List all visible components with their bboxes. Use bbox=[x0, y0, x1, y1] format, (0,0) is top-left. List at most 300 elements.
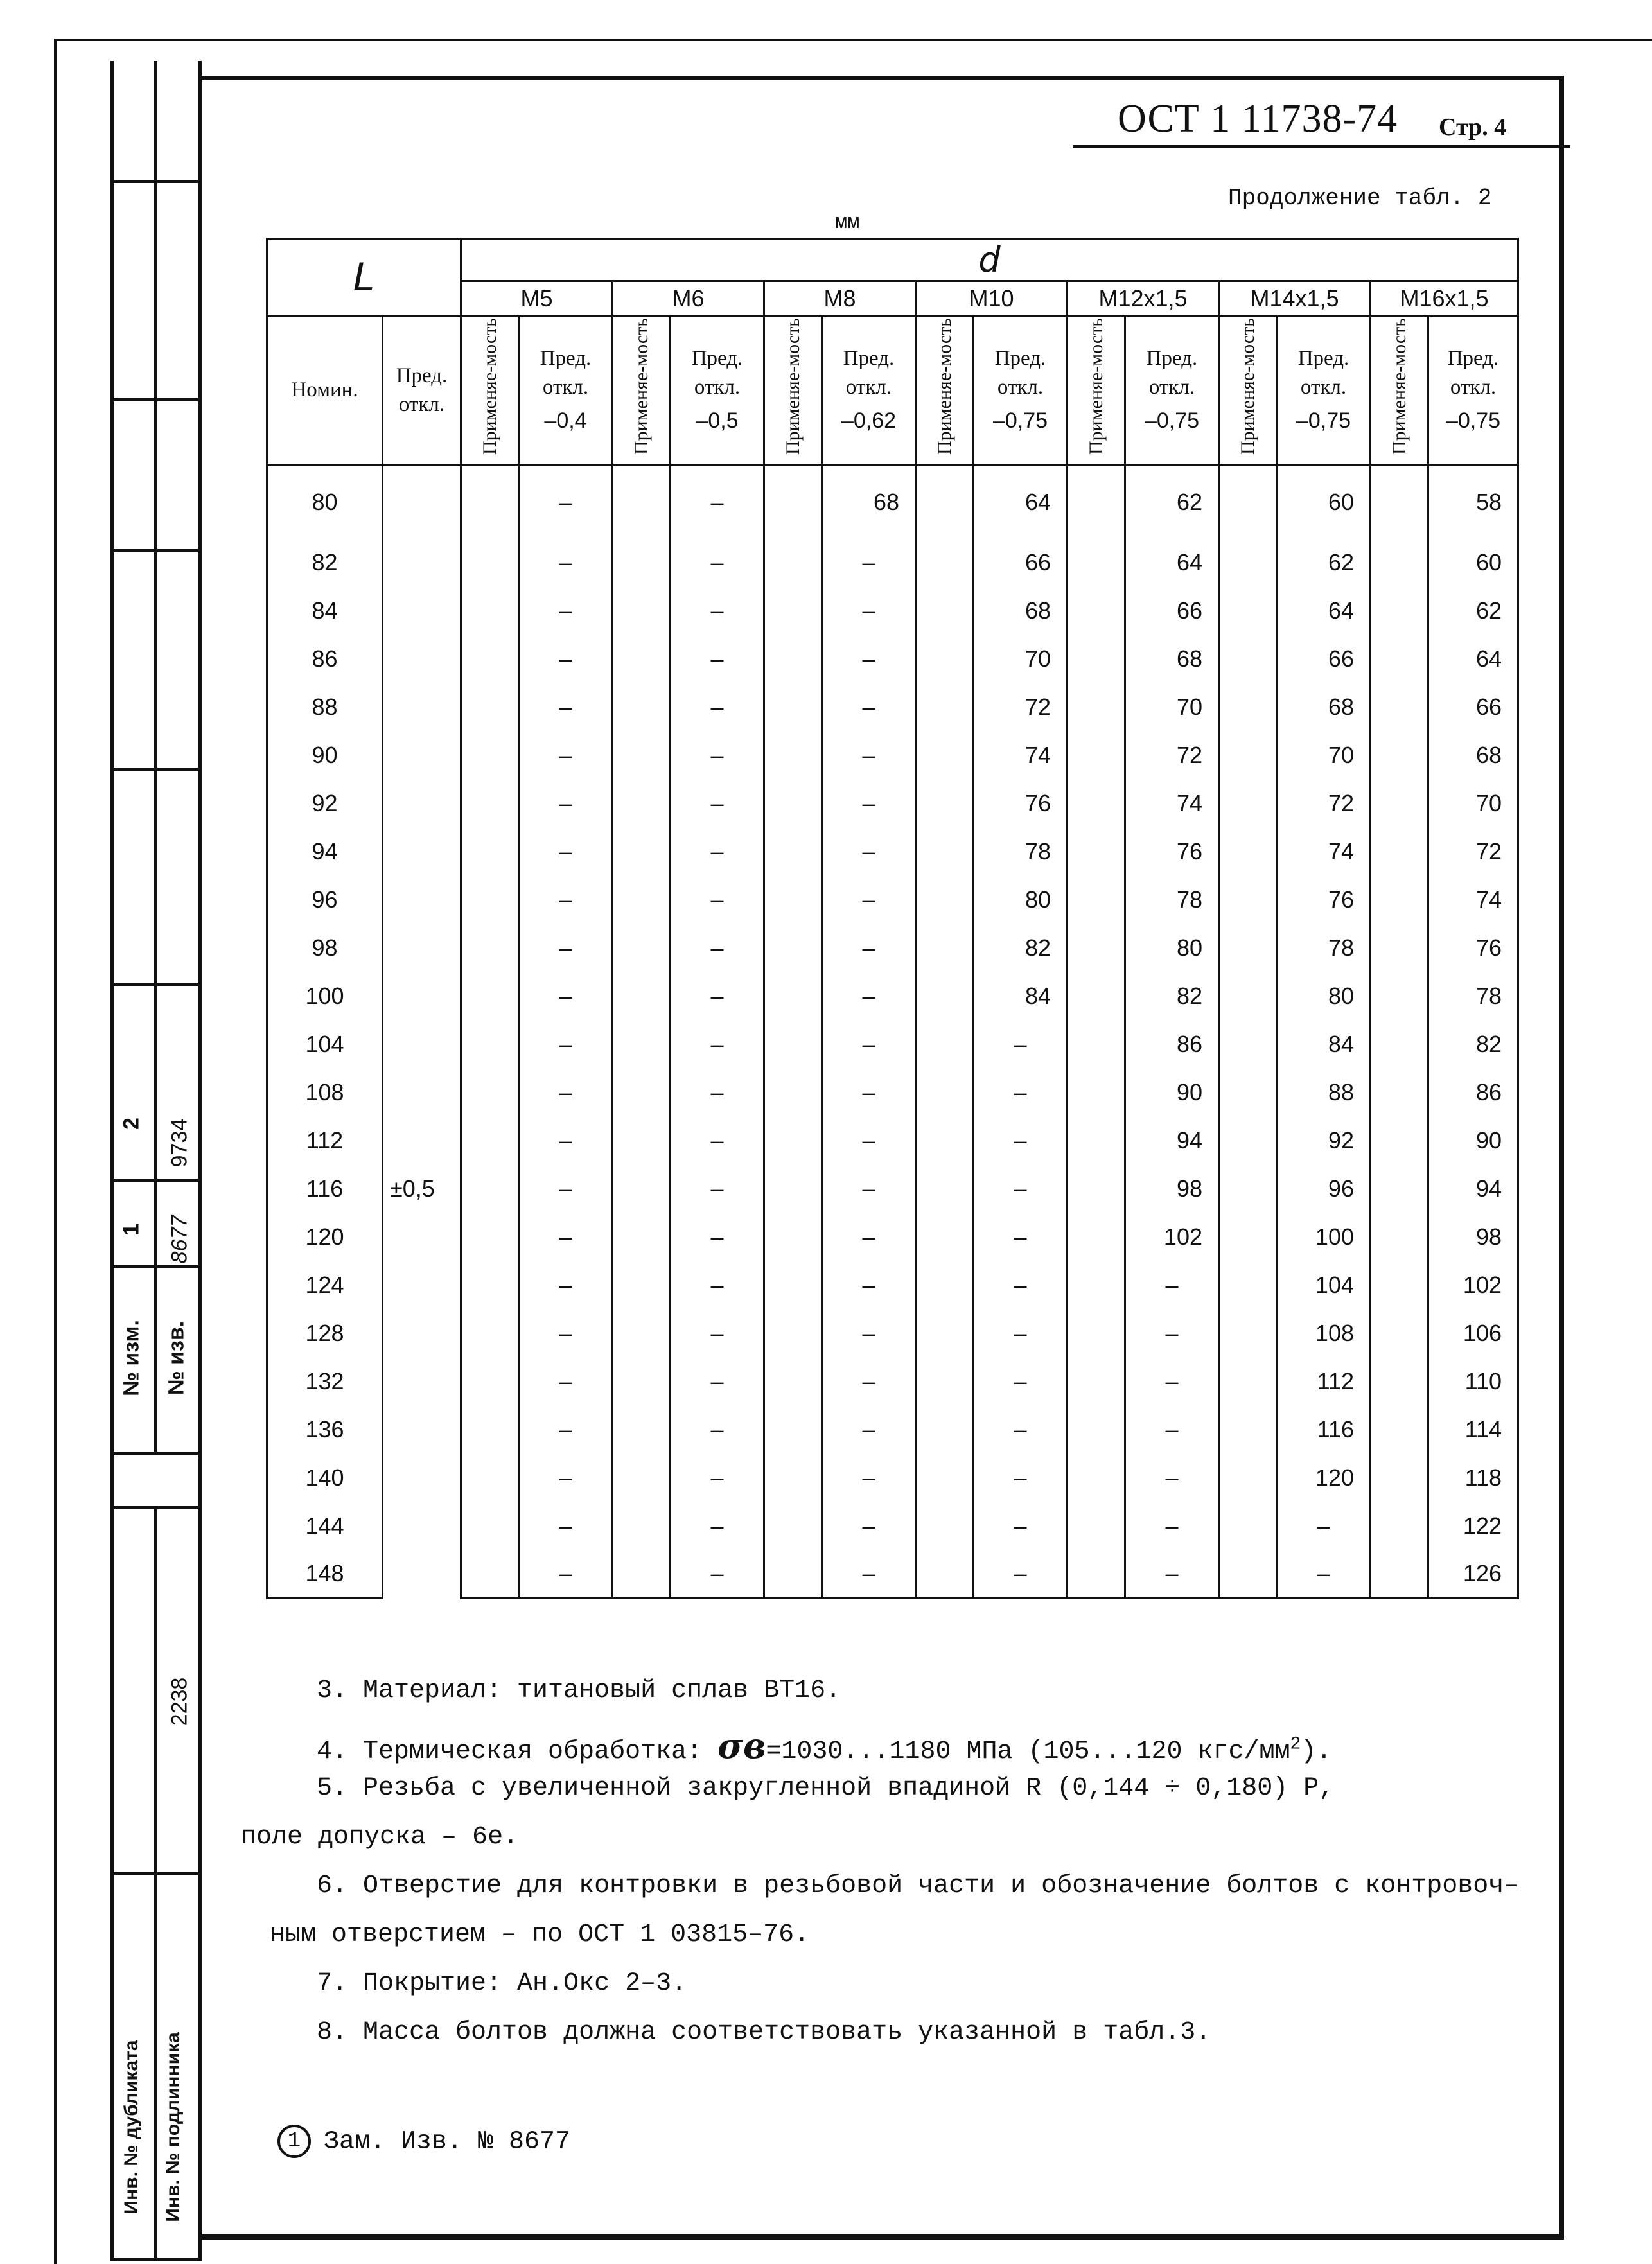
cell-value: 58 bbox=[1428, 465, 1518, 539]
units-label: мм bbox=[835, 211, 860, 234]
cell-value: – bbox=[519, 587, 613, 635]
header-size-0: M5 bbox=[461, 281, 613, 316]
cell-value: 66 bbox=[974, 539, 1068, 587]
cell-value: – bbox=[1277, 1502, 1371, 1550]
cell-value: – bbox=[519, 1021, 613, 1069]
cell-applicability bbox=[764, 1454, 822, 1502]
cell-applicability bbox=[1371, 876, 1428, 924]
cell-value: – bbox=[519, 1550, 613, 1599]
cell-applicability bbox=[764, 683, 822, 732]
applicability-label: Применяе-мость bbox=[630, 317, 652, 455]
cell-value: – bbox=[1125, 1550, 1219, 1599]
cell-nominal: 88 bbox=[267, 683, 383, 732]
cell-value: – bbox=[671, 876, 764, 924]
header-L: L bbox=[267, 239, 461, 316]
page-number: Стр. 4 bbox=[1439, 114, 1507, 141]
cell-value: 112 bbox=[1277, 1358, 1371, 1406]
cell-applicability bbox=[1371, 1502, 1428, 1550]
cell-applicability bbox=[1068, 924, 1125, 972]
cell-applicability bbox=[1219, 828, 1277, 876]
tol-value: –0,75 bbox=[1445, 408, 1501, 434]
cell-applicability bbox=[1371, 1454, 1428, 1502]
cell-applicability bbox=[916, 1021, 974, 1069]
cell-applicability bbox=[1068, 1069, 1125, 1117]
cell-value: – bbox=[671, 465, 764, 539]
cell-applicability bbox=[1068, 587, 1125, 635]
cell-applicability bbox=[764, 1550, 822, 1599]
cell-applicability bbox=[461, 1358, 519, 1406]
cell-nominal: 104 bbox=[267, 1021, 383, 1069]
applicability-label: Применяе-мость bbox=[782, 317, 804, 455]
cell-value: – bbox=[974, 1117, 1068, 1165]
cell-value: 76 bbox=[974, 780, 1068, 828]
cell-nominal: 100 bbox=[267, 972, 383, 1021]
cell-value: 120 bbox=[1277, 1454, 1371, 1502]
cell-applicability bbox=[1068, 1117, 1125, 1165]
cell-value: – bbox=[519, 635, 613, 683]
cell-applicability bbox=[1371, 828, 1428, 876]
cell-applicability bbox=[1371, 1550, 1428, 1599]
note-5b: поле допуска – 6е. bbox=[241, 1823, 519, 1852]
izv-label: № изв. bbox=[164, 1321, 189, 1396]
header-applicability-0 bbox=[461, 316, 519, 465]
cell-value: – bbox=[822, 1165, 916, 1213]
cell-applicability bbox=[1371, 1165, 1428, 1213]
cell-value: – bbox=[822, 635, 916, 683]
cell-applicability bbox=[613, 1021, 671, 1069]
cell-nominal: 140 bbox=[267, 1454, 383, 1502]
cell-value: – bbox=[822, 732, 916, 780]
note-8: 8. Масса болтов должна соответствовать указанной в табл.3. bbox=[317, 2018, 1211, 2047]
tol-label: Пред. откл. bbox=[1297, 347, 1349, 399]
note-6a: 6. Отверстие для контровки в резьбовой части и обозначение болтов с контровоч– bbox=[317, 1872, 1520, 1900]
cell-value: 118 bbox=[1428, 1454, 1518, 1502]
cell-value: 60 bbox=[1428, 539, 1518, 587]
cell-value: 70 bbox=[1428, 780, 1518, 828]
cell-applicability bbox=[764, 828, 822, 876]
cell-applicability bbox=[461, 1261, 519, 1310]
cell-applicability bbox=[461, 1117, 519, 1165]
cell-applicability bbox=[461, 539, 519, 587]
cell-value: 78 bbox=[974, 828, 1068, 876]
cell-nominal: 148 bbox=[267, 1550, 383, 1599]
document-header bbox=[1066, 96, 1574, 148]
cell-value: 96 bbox=[1277, 1165, 1371, 1213]
cell-applicability bbox=[916, 635, 974, 683]
header-underline bbox=[1073, 145, 1570, 148]
cell-applicability bbox=[1068, 1550, 1125, 1599]
cell-applicability bbox=[613, 1165, 671, 1213]
table-continuation-label: Продолжение табл. 2 bbox=[1228, 185, 1492, 211]
cell-applicability bbox=[916, 1550, 974, 1599]
cell-value: 98 bbox=[1428, 1213, 1518, 1261]
cell-value: 66 bbox=[1428, 683, 1518, 732]
cell-applicability bbox=[461, 1069, 519, 1117]
change-circle-number: 1 bbox=[277, 2125, 311, 2158]
change-1-number: 1 bbox=[119, 1224, 144, 1236]
cell-value: – bbox=[1125, 1502, 1219, 1550]
cell-applicability bbox=[1219, 780, 1277, 828]
cell-value: – bbox=[519, 1310, 613, 1358]
cell-applicability bbox=[1219, 539, 1277, 587]
cell-applicability bbox=[1371, 465, 1428, 539]
cell-applicability bbox=[1219, 1550, 1277, 1599]
cell-value: 74 bbox=[1125, 780, 1219, 828]
cell-value: – bbox=[671, 1310, 764, 1358]
cell-applicability bbox=[613, 1550, 671, 1599]
cell-value: 62 bbox=[1277, 539, 1371, 587]
cell-applicability bbox=[916, 1261, 974, 1310]
note-4-exponent: 2 bbox=[1290, 1734, 1301, 1755]
cell-applicability bbox=[461, 1550, 519, 1599]
strip-hline bbox=[110, 768, 202, 771]
cell-applicability bbox=[1219, 1502, 1277, 1550]
cell-value: 72 bbox=[974, 683, 1068, 732]
cell-applicability bbox=[613, 635, 671, 683]
cell-applicability bbox=[764, 1117, 822, 1165]
cell-applicability bbox=[764, 780, 822, 828]
change-1-notice: 8677 bbox=[167, 1215, 192, 1264]
cell-applicability bbox=[764, 876, 822, 924]
cell-applicability bbox=[1219, 1021, 1277, 1069]
cell-applicability bbox=[916, 1213, 974, 1261]
cell-value: 80 bbox=[1125, 924, 1219, 972]
table-row bbox=[267, 465, 1518, 539]
cell-applicability bbox=[1371, 1406, 1428, 1454]
cell-nominal: 120 bbox=[267, 1213, 383, 1261]
cell-applicability bbox=[1068, 683, 1125, 732]
sigma-symbol: σв bbox=[717, 1725, 766, 1766]
cell-value: – bbox=[519, 1117, 613, 1165]
cell-applicability bbox=[1371, 1021, 1428, 1069]
cell-applicability bbox=[461, 1406, 519, 1454]
header-applicability-3 bbox=[916, 316, 974, 465]
cell-value: 80 bbox=[974, 876, 1068, 924]
sheet-left-edge bbox=[54, 40, 57, 2264]
cell-nominal: 108 bbox=[267, 1069, 383, 1117]
cell-value: 64 bbox=[1125, 539, 1219, 587]
tolerance-L-value: ±0,5 bbox=[390, 1175, 435, 1202]
change-note-text: Зам. Изв. № 8677 bbox=[324, 2127, 571, 2157]
cell-value: – bbox=[822, 876, 916, 924]
cell-value: 86 bbox=[1428, 1069, 1518, 1117]
applicability-label: Применяе-мость bbox=[1388, 317, 1410, 455]
cell-value: 72 bbox=[1428, 828, 1518, 876]
cell-nominal: 132 bbox=[267, 1358, 383, 1406]
cell-value: – bbox=[974, 1550, 1068, 1599]
cell-nominal: 82 bbox=[267, 539, 383, 587]
cell-applicability bbox=[1371, 1310, 1428, 1358]
cell-value: – bbox=[519, 828, 613, 876]
tol-label: Пред. откл. bbox=[1447, 347, 1499, 399]
cell-applicability bbox=[1371, 587, 1428, 635]
cell-applicability bbox=[461, 683, 519, 732]
cell-applicability bbox=[613, 1117, 671, 1165]
cell-applicability bbox=[916, 587, 974, 635]
tol-value: –0,75 bbox=[992, 408, 1048, 434]
cell-value: – bbox=[822, 1502, 916, 1550]
cell-value: 126 bbox=[1428, 1550, 1518, 1599]
header-nominal: Номин. bbox=[267, 316, 383, 465]
cell-applicability bbox=[1219, 1069, 1277, 1117]
cell-applicability bbox=[613, 780, 671, 828]
strip-divider-upper bbox=[154, 61, 157, 1455]
applicability-label: Применяе-мость bbox=[933, 317, 955, 455]
cell-applicability bbox=[1371, 1213, 1428, 1261]
strip-hline bbox=[110, 1872, 202, 1875]
cell-value: – bbox=[671, 924, 764, 972]
cell-applicability bbox=[1219, 1165, 1277, 1213]
cell-value: 68 bbox=[974, 587, 1068, 635]
cell-value: 64 bbox=[974, 465, 1068, 539]
tol-label: Пред. откл. bbox=[994, 347, 1046, 399]
cell-value: 84 bbox=[974, 972, 1068, 1021]
strip-hline bbox=[110, 180, 202, 183]
cell-value: – bbox=[519, 1213, 613, 1261]
cell-value: – bbox=[974, 1165, 1068, 1213]
cell-applicability bbox=[916, 465, 974, 539]
cell-applicability bbox=[1219, 972, 1277, 1021]
cell-value: 64 bbox=[1277, 587, 1371, 635]
inv-original-label: Инв. № подлинника bbox=[163, 2032, 184, 2222]
cell-value: 76 bbox=[1277, 876, 1371, 924]
cell-applicability bbox=[613, 1358, 671, 1406]
cell-value: – bbox=[822, 587, 916, 635]
cell-applicability bbox=[461, 1165, 519, 1213]
cell-applicability bbox=[916, 1165, 974, 1213]
cell-value: – bbox=[1125, 1358, 1219, 1406]
cell-applicability bbox=[1068, 1502, 1125, 1550]
cell-value: – bbox=[822, 924, 916, 972]
cell-applicability bbox=[916, 924, 974, 972]
cell-tolerance-L bbox=[383, 465, 461, 1599]
cell-value: – bbox=[974, 1454, 1068, 1502]
cell-value: – bbox=[974, 1069, 1068, 1117]
cell-nominal: 96 bbox=[267, 876, 383, 924]
inv-number: 2238 bbox=[167, 1677, 192, 1726]
cell-value: 72 bbox=[1125, 732, 1219, 780]
cell-value: 60 bbox=[1277, 465, 1371, 539]
cell-value: – bbox=[1125, 1406, 1219, 1454]
cell-value: 114 bbox=[1428, 1406, 1518, 1454]
cell-applicability bbox=[764, 924, 822, 972]
strip-hline bbox=[110, 2258, 202, 2261]
header-tol-5 bbox=[1277, 316, 1371, 465]
note-7: 7. Покрытие: Ан.Окс 2–3. bbox=[317, 1969, 687, 1998]
header-d: d bbox=[461, 239, 1518, 281]
change-2-number: 2 bbox=[119, 1118, 144, 1130]
cell-value: – bbox=[519, 539, 613, 587]
header-tol-0 bbox=[519, 316, 613, 465]
cell-applicability bbox=[1219, 1213, 1277, 1261]
header-tol-1 bbox=[671, 316, 764, 465]
tol-value: –0,75 bbox=[1144, 408, 1200, 434]
cell-applicability bbox=[1219, 924, 1277, 972]
cell-applicability bbox=[1219, 1261, 1277, 1310]
cell-applicability bbox=[1219, 465, 1277, 539]
cell-applicability bbox=[764, 972, 822, 1021]
cell-value: 90 bbox=[1428, 1117, 1518, 1165]
cell-value: – bbox=[519, 1069, 613, 1117]
cell-applicability bbox=[1219, 635, 1277, 683]
cell-applicability bbox=[613, 1213, 671, 1261]
cell-applicability bbox=[764, 587, 822, 635]
cell-value: 70 bbox=[1125, 683, 1219, 732]
cell-applicability bbox=[461, 732, 519, 780]
cell-value: 72 bbox=[1277, 780, 1371, 828]
cell-value: 82 bbox=[974, 924, 1068, 972]
cell-value: – bbox=[671, 1165, 764, 1213]
cell-value: – bbox=[822, 1261, 916, 1310]
cell-applicability bbox=[764, 1406, 822, 1454]
cell-applicability bbox=[1219, 683, 1277, 732]
cell-applicability bbox=[1068, 1454, 1125, 1502]
strip-hline bbox=[110, 398, 202, 401]
strip-hline bbox=[110, 1506, 202, 1509]
cell-nominal: 98 bbox=[267, 924, 383, 972]
header-size-6: M16x1,5 bbox=[1371, 281, 1518, 316]
cell-applicability bbox=[764, 1502, 822, 1550]
cell-applicability bbox=[1068, 780, 1125, 828]
strip-hline bbox=[110, 983, 202, 986]
cell-applicability bbox=[1371, 635, 1428, 683]
cell-applicability bbox=[461, 465, 519, 539]
cell-value: – bbox=[974, 1406, 1068, 1454]
cell-applicability bbox=[916, 1358, 974, 1406]
cell-value: 62 bbox=[1125, 465, 1219, 539]
cell-applicability bbox=[1219, 1117, 1277, 1165]
cell-applicability bbox=[1219, 1358, 1277, 1406]
cell-value: – bbox=[519, 1502, 613, 1550]
cell-value: – bbox=[519, 972, 613, 1021]
cell-value: – bbox=[974, 1021, 1068, 1069]
cell-value: 102 bbox=[1125, 1213, 1219, 1261]
cell-applicability bbox=[1371, 1117, 1428, 1165]
cell-applicability bbox=[613, 924, 671, 972]
cell-value: 92 bbox=[1277, 1117, 1371, 1165]
note-4-end: ). bbox=[1301, 1737, 1332, 1766]
cell-value: – bbox=[822, 780, 916, 828]
cell-applicability bbox=[1068, 972, 1125, 1021]
header-tol-2 bbox=[822, 316, 916, 465]
cell-applicability bbox=[613, 1310, 671, 1358]
cell-applicability bbox=[613, 465, 671, 539]
cell-value: 94 bbox=[1428, 1165, 1518, 1213]
cell-value: 86 bbox=[1125, 1021, 1219, 1069]
cell-value: 74 bbox=[1428, 876, 1518, 924]
change-2-notice: 9734 bbox=[167, 1118, 192, 1168]
cell-applicability bbox=[1068, 828, 1125, 876]
note-3: 3. Материал: титановый сплав ВТ16. bbox=[317, 1676, 841, 1705]
cell-applicability bbox=[1068, 1165, 1125, 1213]
cell-applicability bbox=[613, 828, 671, 876]
cell-applicability bbox=[1068, 732, 1125, 780]
cell-value: – bbox=[822, 539, 916, 587]
cell-value: – bbox=[822, 1117, 916, 1165]
document-code: ОСТ 1 11738-74 bbox=[1118, 97, 1398, 141]
cell-value: 62 bbox=[1428, 587, 1518, 635]
cell-applicability bbox=[1219, 732, 1277, 780]
cell-value: 102 bbox=[1428, 1261, 1518, 1310]
cell-applicability bbox=[764, 1358, 822, 1406]
cell-value: – bbox=[519, 1358, 613, 1406]
cell-value: – bbox=[671, 780, 764, 828]
cell-applicability bbox=[916, 1069, 974, 1117]
cell-applicability bbox=[1068, 465, 1125, 539]
cell-applicability bbox=[916, 539, 974, 587]
cell-value: – bbox=[822, 1454, 916, 1502]
sheet-top-edge bbox=[54, 39, 1652, 41]
tol-label: Пред. откл. bbox=[843, 347, 895, 399]
tol-label: Пред. откл. bbox=[1146, 347, 1198, 399]
cell-applicability bbox=[1219, 876, 1277, 924]
cell-applicability bbox=[613, 539, 671, 587]
cell-applicability bbox=[916, 876, 974, 924]
cell-nominal: 124 bbox=[267, 1261, 383, 1310]
cell-value: – bbox=[519, 924, 613, 972]
cell-value: – bbox=[671, 539, 764, 587]
cell-applicability bbox=[613, 683, 671, 732]
cell-value: 110 bbox=[1428, 1358, 1518, 1406]
cell-value: – bbox=[822, 972, 916, 1021]
cell-value: – bbox=[671, 1261, 764, 1310]
cell-value: 78 bbox=[1125, 876, 1219, 924]
cell-applicability bbox=[1371, 972, 1428, 1021]
cell-value: 66 bbox=[1125, 587, 1219, 635]
cell-value: – bbox=[519, 1165, 613, 1213]
cell-applicability bbox=[764, 1213, 822, 1261]
cell-applicability bbox=[613, 1454, 671, 1502]
cell-value: 64 bbox=[1428, 635, 1518, 683]
cell-applicability bbox=[1371, 683, 1428, 732]
cell-value: – bbox=[671, 1406, 764, 1454]
cell-applicability bbox=[764, 1165, 822, 1213]
cell-value: – bbox=[974, 1213, 1068, 1261]
cell-applicability bbox=[613, 876, 671, 924]
header-tol-6 bbox=[1428, 316, 1518, 465]
header-applicability-5 bbox=[1219, 316, 1277, 465]
cell-value: – bbox=[671, 732, 764, 780]
cell-value: – bbox=[822, 1310, 916, 1358]
cell-value: – bbox=[519, 1406, 613, 1454]
cell-value: – bbox=[822, 1406, 916, 1454]
cell-applicability bbox=[916, 828, 974, 876]
cell-value: – bbox=[671, 683, 764, 732]
cell-applicability bbox=[461, 1213, 519, 1261]
strip-divider-lower bbox=[154, 1506, 157, 2258]
cell-applicability bbox=[764, 539, 822, 587]
header-size-2: M8 bbox=[764, 281, 916, 316]
cell-value: – bbox=[519, 876, 613, 924]
cell-value: – bbox=[671, 1550, 764, 1599]
cell-value: 68 bbox=[822, 465, 916, 539]
cell-applicability bbox=[461, 972, 519, 1021]
cell-nominal: 84 bbox=[267, 587, 383, 635]
cell-applicability bbox=[1068, 1261, 1125, 1310]
note-4-value: =1030...1180 МПа (105...120 кгс/мм bbox=[766, 1737, 1290, 1766]
cell-value: 82 bbox=[1125, 972, 1219, 1021]
cell-applicability bbox=[764, 635, 822, 683]
cell-applicability bbox=[916, 1406, 974, 1454]
cell-applicability bbox=[1068, 539, 1125, 587]
cell-applicability bbox=[916, 1502, 974, 1550]
cell-value: 78 bbox=[1277, 924, 1371, 972]
cell-applicability bbox=[1219, 1406, 1277, 1454]
cell-value: 68 bbox=[1428, 732, 1518, 780]
header-size-4: M12x1,5 bbox=[1068, 281, 1219, 316]
note-6b: ным отверстием – по ОСТ 1 03815–76. bbox=[270, 1920, 810, 1949]
cell-applicability bbox=[1371, 1069, 1428, 1117]
